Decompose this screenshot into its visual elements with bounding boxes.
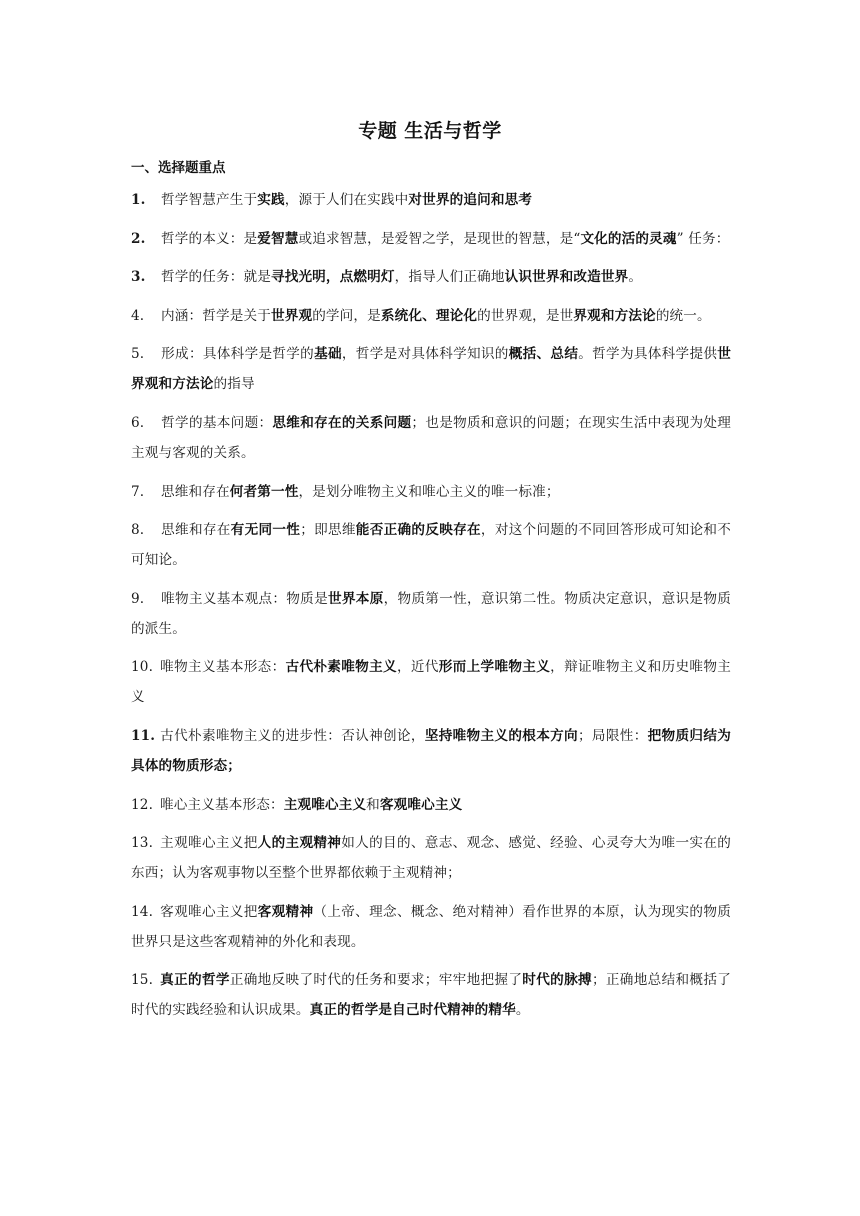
emphasis-text: 真正的哲学是自己时代精神的精华 (309, 1002, 516, 1019)
numbered-list (131, 185, 731, 1034)
item-text: 哲学的任务：就是 (161, 269, 271, 286)
item-text: ；也是物质和意识的问题；在现实生活中表现为处理主观与客观的关系。 (131, 414, 732, 461)
item-text: ；即思维 (300, 522, 356, 539)
emphasis-text: 系统化、理论化 (380, 307, 478, 324)
item-text: 的世界观，是世 (477, 307, 574, 324)
emphasis-text: 界观和方法论 (573, 307, 656, 324)
item-text: 唯物主义基本观点：物质是 (161, 590, 328, 607)
emphasis-text: 文化的活的灵魂 (580, 230, 677, 247)
emphasis-text: 客观唯心主义 (379, 796, 463, 813)
item-text: ，源于人们在实践中 (284, 192, 409, 208)
item-text: 或追求智慧，是爱智之学，是现世的智慧，是“ (298, 230, 581, 247)
item-text: 哲学的基本问题： (161, 414, 273, 431)
item-number: 12. (131, 796, 154, 813)
emphasis-text: 何者第一性 (229, 483, 299, 500)
item-text: ，辩证唯物主义和历史唯物主义 (131, 659, 732, 706)
item-text: 正确地反映了时代的任务和要求；牢牢地把握了 (229, 972, 523, 989)
list-item (131, 408, 731, 468)
emphasis-text: 坚持唯物主义的根本方向 (424, 727, 578, 744)
emphasis-text: 对世界的追问和思考 (408, 192, 533, 208)
item-text: ” 任务： (676, 230, 730, 247)
page-title: 专题 生活与哲学 (358, 120, 502, 142)
item-text: 形成：具体科学是哲学的 (161, 346, 315, 363)
list-item (131, 262, 731, 292)
emphasis-text: 基础 (314, 346, 342, 363)
emphasis-text: 有无同一性 (230, 522, 301, 539)
list-item (131, 477, 731, 507)
item-text: ，物质第一性，意识第二性。物质决定意识，意识是物质的派生。 (131, 590, 731, 637)
emphasis-text: 世界观 (270, 307, 313, 324)
item-text: 。 (515, 1002, 530, 1019)
list-item (131, 584, 731, 644)
item-number: 15. (131, 972, 154, 989)
item-text: ；正确地总结和概括了时代的实践经验和认识成果。 (131, 972, 732, 1019)
item-text: ，指导人们正确地 (394, 269, 505, 286)
item-text: 和 (366, 796, 380, 813)
list-item (131, 721, 731, 781)
item-number: 14. (131, 903, 154, 920)
item-number: 1. (131, 192, 146, 208)
item-number: 10. (131, 659, 154, 676)
item-number: 11. (131, 727, 156, 744)
emphasis-text: 形而上学唯物主义 (438, 659, 551, 676)
emphasis-text: 真正的哲学 (160, 972, 230, 989)
item-text: 思维和存在 (161, 522, 231, 539)
item-text: 唯物主义基本形态： (160, 659, 286, 676)
item-text: 的学问，是 (312, 307, 381, 324)
item-text: ，近代 (396, 659, 439, 676)
list-item (131, 224, 731, 254)
list-item (131, 897, 731, 957)
list-item (131, 790, 731, 820)
emphasis-text: 爱智慧 (257, 230, 299, 247)
item-number: 7. (131, 483, 145, 500)
item-text: 客观唯心主义把 (160, 903, 258, 920)
list-item (131, 828, 731, 888)
emphasis-text: 世界观和方法论 (131, 346, 731, 393)
item-text: 的统一。 (655, 307, 711, 324)
item-number: 4. (131, 307, 145, 324)
item-text: （上帝、理念、概念、绝对精神）看作世界的本原，认为现实的物质世界只是这些客观精神的外化和表现。 (131, 903, 731, 950)
list-item (131, 652, 731, 712)
section-heading: 一、选择题重点 (131, 160, 226, 176)
item-text: ，对这个问题的不同回答形成可知论和不可知论。 (131, 522, 731, 569)
item-number: 2. (131, 230, 146, 247)
item-text: 唯心主义基本形态： (160, 796, 284, 813)
emphasis-text: 主观唯心主义 (283, 796, 367, 813)
emphasis-text: 世界本原 (327, 590, 384, 607)
emphasis-text: 人的主观精神 (257, 835, 342, 852)
emphasis-text: 古代朴素唯物主义 (285, 659, 397, 676)
emphasis-text: 寻找光明，点燃明灯 (270, 269, 395, 286)
emphasis-text: 认识世界和改造世界 (504, 269, 629, 286)
item-number: 3. (131, 269, 146, 286)
item-text: ，哲学是对具体科学知识的 (341, 346, 509, 363)
item-text: 古代朴素唯物主义的进步性：否认神创论， (160, 727, 425, 744)
item-number: 13. (131, 835, 154, 852)
item-text: 。哲学为具体科学提供 (578, 346, 718, 363)
list-item (131, 965, 731, 1025)
item-text: ，是划分唯物主义和唯心主义的唯一标准； (298, 483, 560, 500)
item-text: 哲学智慧产生于 (161, 192, 258, 208)
list-item (131, 339, 731, 399)
item-text: 的指导 (213, 376, 255, 393)
item-text: 。 (628, 269, 643, 286)
item-text: 内涵：哲学是关于 (161, 307, 271, 324)
item-text: ；局限性： (577, 727, 648, 744)
list-item (131, 301, 731, 331)
item-number: 5. (131, 346, 145, 363)
emphasis-text: 实践 (257, 192, 285, 208)
list-item (131, 515, 731, 575)
item-text: 主观唯心主义把 (160, 835, 258, 852)
emphasis-text: 能否正确的反映存在 (355, 522, 481, 539)
list-item (131, 185, 731, 215)
item-number: 9. (131, 590, 145, 607)
emphasis-text: 概括、总结 (508, 346, 579, 363)
emphasis-text: 客观精神 (257, 903, 314, 920)
item-text: 如人的目的、意志、观念、感觉、经验、心灵夸大为唯一实在的东西；认为客观事物以至整个世界都依赖于主观精神； (131, 835, 731, 882)
item-text: 思维和存在 (161, 483, 230, 500)
item-number: 8. (131, 522, 145, 539)
item-text: 哲学的本义：是 (161, 230, 258, 247)
emphasis-text: 时代的脉搏 (522, 972, 592, 989)
emphasis-text: 把物质归结为具体的物质形态； (131, 727, 731, 774)
item-number: 6. (131, 414, 145, 431)
emphasis-text: 思维和存在的关系问题 (272, 414, 412, 431)
